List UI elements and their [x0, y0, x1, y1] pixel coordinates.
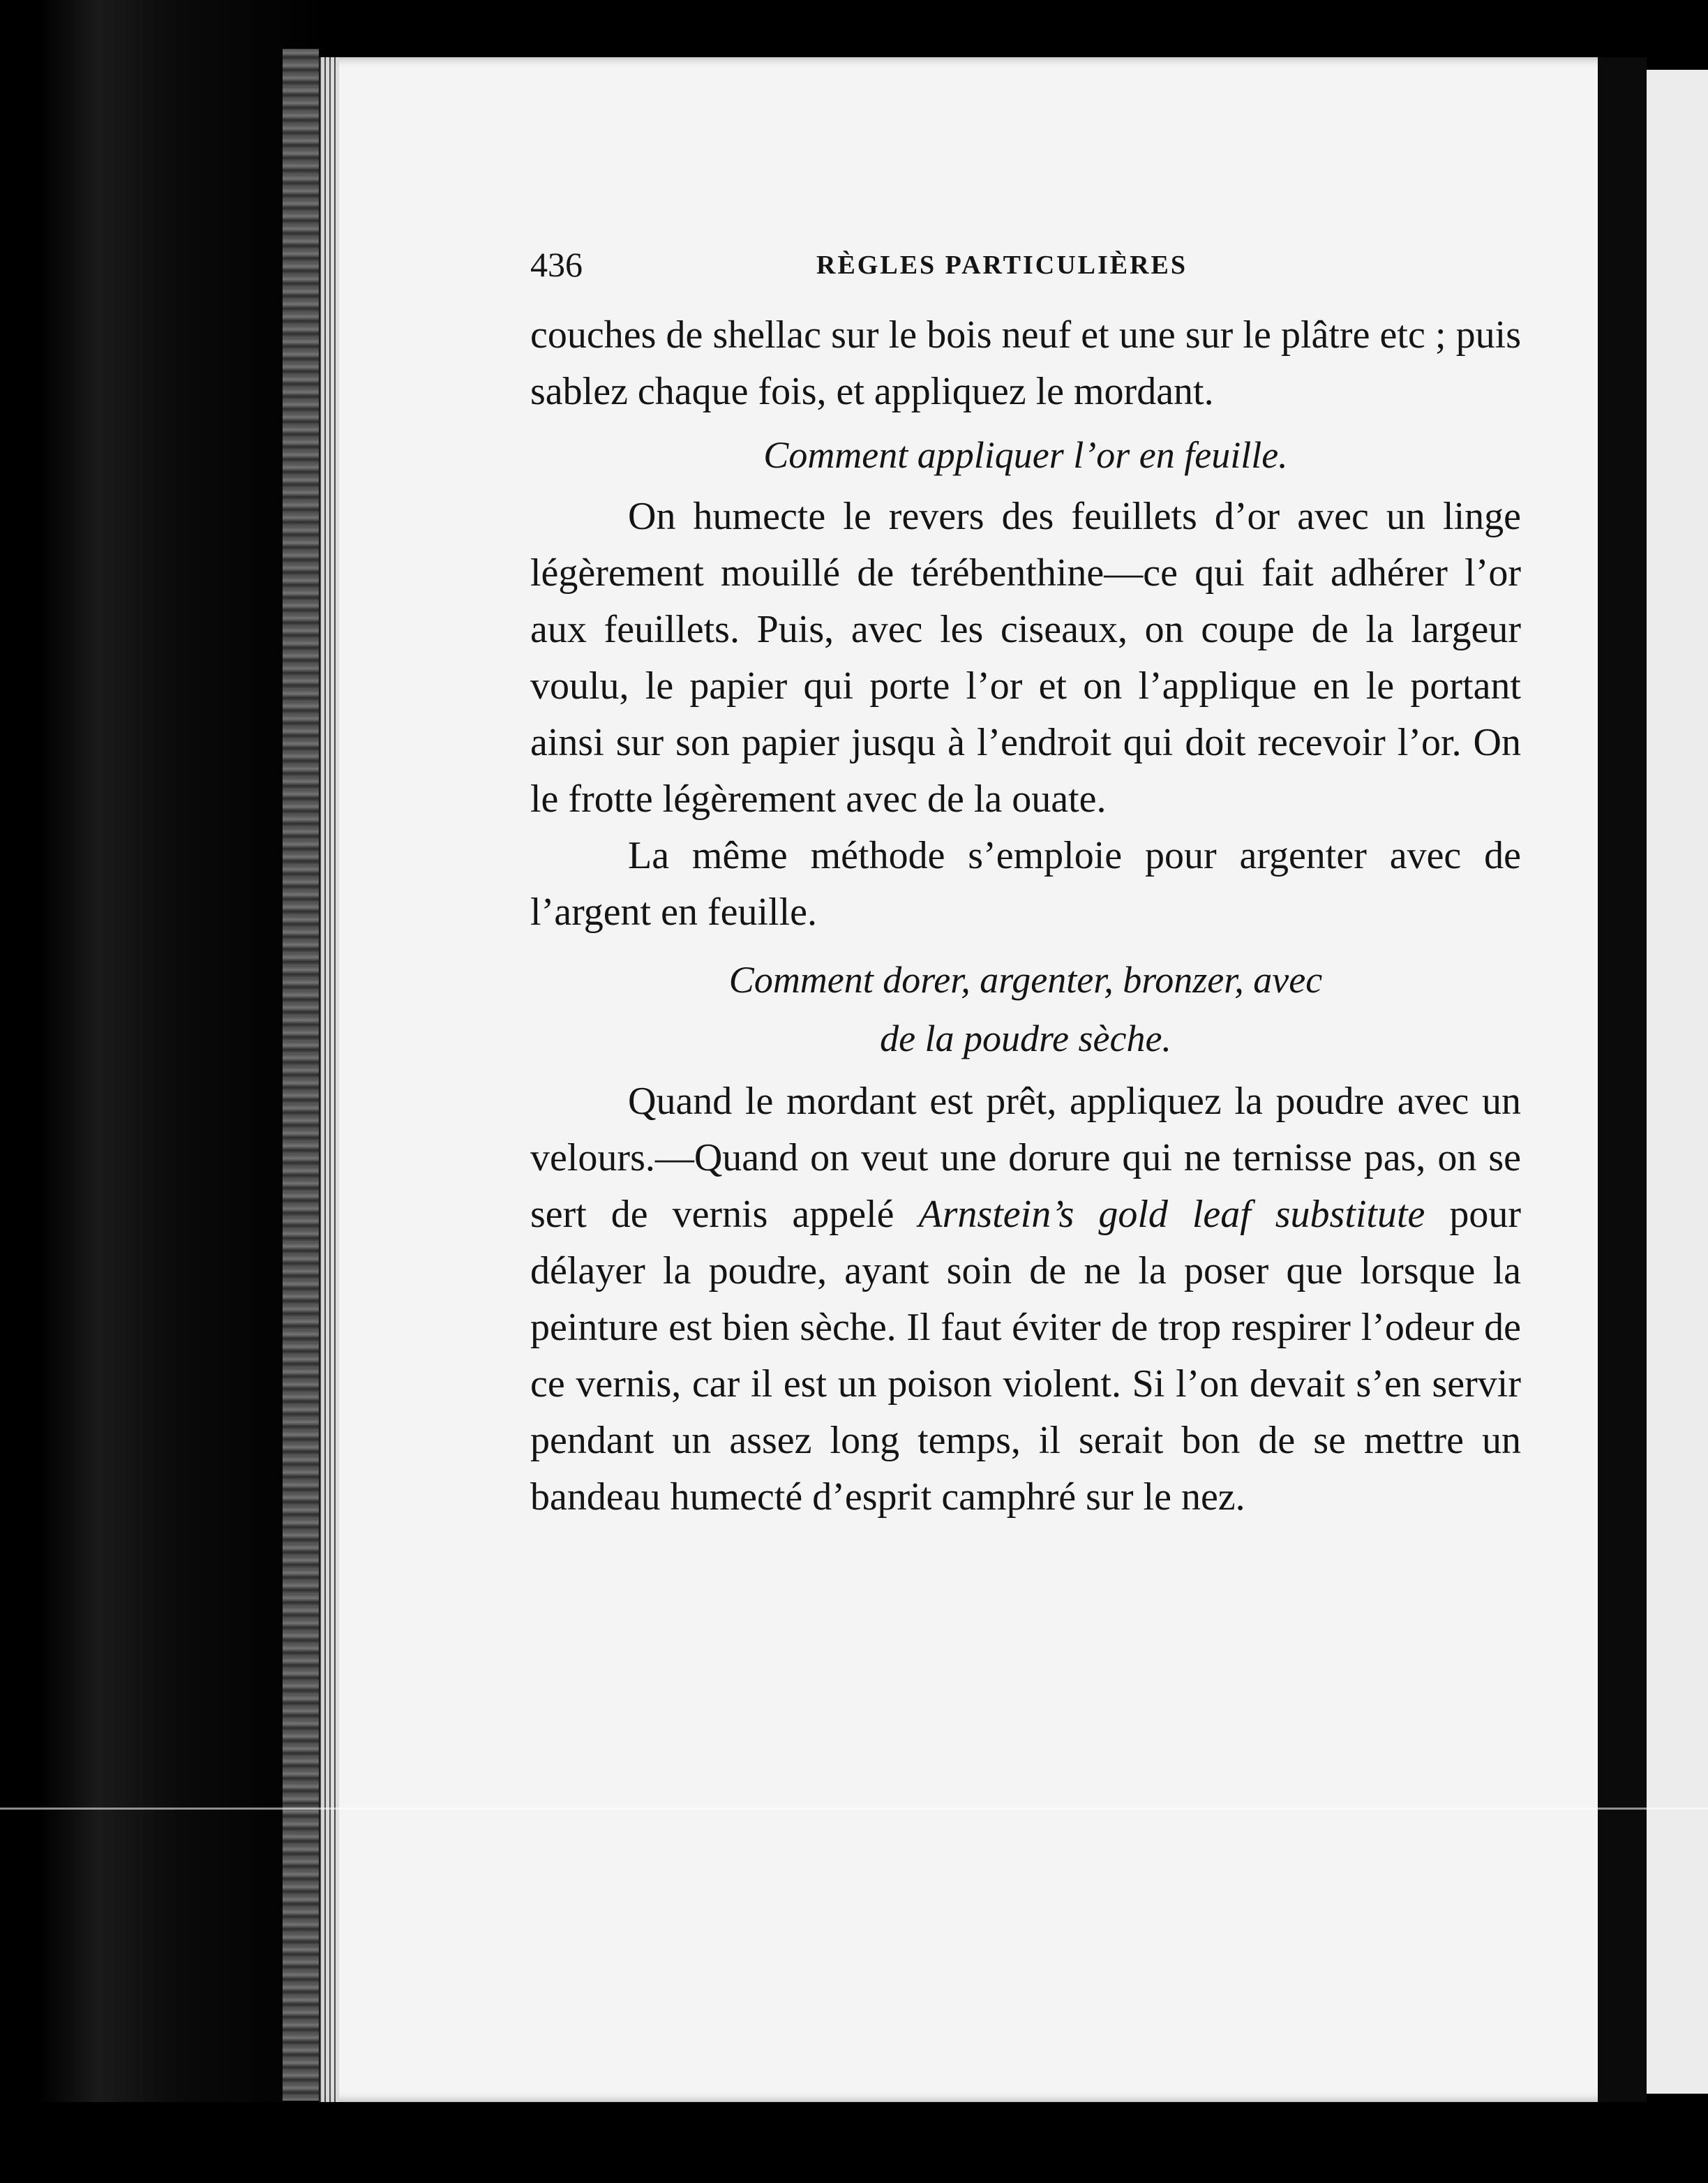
paragraph-4 [530, 1073, 1521, 1526]
section-heading-2-line-1: Comment dorer, argenter, bronzer, avec [728, 959, 1323, 1001]
scan-artifact-line [0, 1808, 1708, 1810]
book-binding-edge [283, 49, 319, 2101]
paragraph-3: La même méthode s’emploie pour argenter avec de l’argent en feuille. [530, 834, 1521, 934]
paragraph-1: couches de shellac sur le bois neuf et une sur le plâtre etc ; puis sablez chaque fois, et appliquez le mordant. [530, 313, 1521, 413]
scan-background-left [0, 0, 328, 2183]
section-heading-2 [530, 951, 1521, 1068]
product-name-italic: Arnstein’s gold leaf substitute [918, 1193, 1425, 1236]
running-head [530, 244, 1521, 307]
section-heading-1: Comment appliquer l’or en feuille. [763, 434, 1288, 476]
paragraph-4-text-a: Quand le mordant est prêt, appliquez la poudre avec un velours.—Quand on veut une dorure qui ne ternisse pas, on se sert de vernis appelé [530, 1080, 1521, 1236]
running-head-title: RÈGLES PARTICULIÈRES [816, 251, 1188, 280]
page-gutter [1598, 57, 1647, 2102]
section-heading-2-line-2: de la poudre sèche. [880, 1018, 1171, 1059]
scan-background-bottom [0, 2102, 1708, 2183]
paragraph-2: On humecte le revers des feuillets d’or avec un linge légèrement mouillé de térébenthine—ce qui fait adhérer l’or aux feuillets. Puis, avec les ciseaux, on coupe de la largeur voulu, le papier qui porte l’or et on l’applique en le portant ainsi sur son papier jusqu à l’endroit qui doit recevoir l’or. On le frotte légèrement avec de la ouate. [530, 495, 1521, 821]
facing-page-edge [1647, 70, 1708, 2094]
paragraph-4-text-b: pour délayer la poudre, ayant soin de ne la poser que lorsque la peinture est bien sèche. Il faut éviter de trop respirer l’odeur de ce vernis, car il est un poison violent. Si l’on devait s’en servir pendant un assez long temps, il serait bon de se mettre un bandeau humecté d’esprit camphré sur le nez. [530, 1193, 1521, 1519]
page-number: 436 [530, 245, 583, 284]
page-content [530, 244, 1521, 1526]
page-stack-edge [320, 57, 339, 2102]
